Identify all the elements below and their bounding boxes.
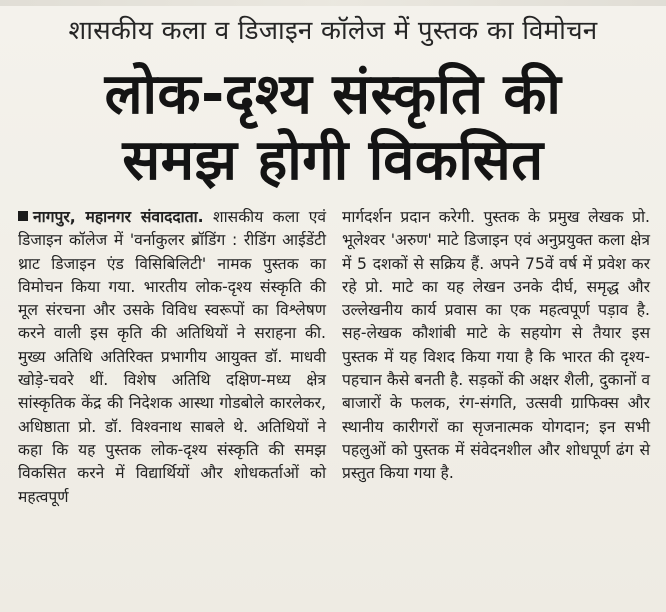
- main-headline: [0, 62, 666, 194]
- top-strip: [0, 0, 666, 6]
- headline-line-2: समझ होगी विकसित: [122, 128, 544, 193]
- column-1: [18, 206, 326, 509]
- column-1-text: शासकीय कला एवं डिजाइन कॉलेज में 'वर्नाकुलर ब्रॉडिंग : रीडिंग आईडेंटी थ्राट डिजाइन एंड विसिबिलिटी' नामक पुस्तक का विमोचन किया गया. भारतीय लोक-दृश्य संस्कृति की मूल संरचना और उसके विविध स्वरूपों का विश्लेषण करने वाली इस कृति की अतिथियों ने सराहना की. मुख्य अतिथि अतिरिक्त प्रभागीय आयुक्त डॉ. माधवी खोड़े-चवरे थीं. विशेष अतिथि दक्षिण-मध्य क्षेत्र सांस्कृतिक केंद्र की निदेशक आस्था गोडबोले कारलेकर, अधिष्ठाता प्रो. डॉ. विश्वनाथ साबले थे. अतिथियों ने कहा कि यह पुस्तक लोक-दृश्य संस्कृति की समझ विकसित करने में विद्यार्थियों और शोधकर्ताओं को महत्वपूर्ण: [18, 208, 326, 506]
- dateline-bullet-icon: [18, 211, 28, 221]
- column-2: [342, 206, 650, 509]
- dateline: नागपुर, महानगर संवाददाता.: [33, 208, 204, 226]
- headline-line-1: लोक-दृश्य संस्कृति की: [104, 62, 562, 127]
- article-body: [18, 206, 650, 509]
- paragraph-2: मार्गदर्शन प्रदान करेगी. पुस्तक के प्रमुख लेखक प्रो. भूलेश्वर 'अरुण' माटे डिजाइन एवं अनुप्रयुक्त कला क्षेत्र में 5 दशकों से सक्रिय हैं. अपने 75वें वर्ष में प्रवेश कर रहे प्रो. माटे का यह लेखन उनके दीर्घ, समृद्ध और उल्लेखनीय कार्य प्रवास का एक महत्वपूर्ण पड़ाव है. सह-लेखक कौशांबी माटे के सहयोग से तैयार इस पुस्तक में यह विशद किया गया है कि भारत की दृश्य-पहचान कैसे बनती है. सड़कों की अक्षर शैली, दुकानों व बाजारों के फलक, रंग-संगति, उत्सवी ग्राफिक्स और स्थानीय कारीगरों का सृजनात्मक योगदान; इन सभी पहलुओं को पुस्तक में संवेदनशील और शोधपूर्ण ढंग से प्रस्तुत किया गया है.: [342, 208, 650, 483]
- paragraph-1: [18, 206, 326, 509]
- kicker-headline: शासकीय कला व डिजाइन कॉलेज में पुस्तक का विमोचन: [68, 16, 598, 46]
